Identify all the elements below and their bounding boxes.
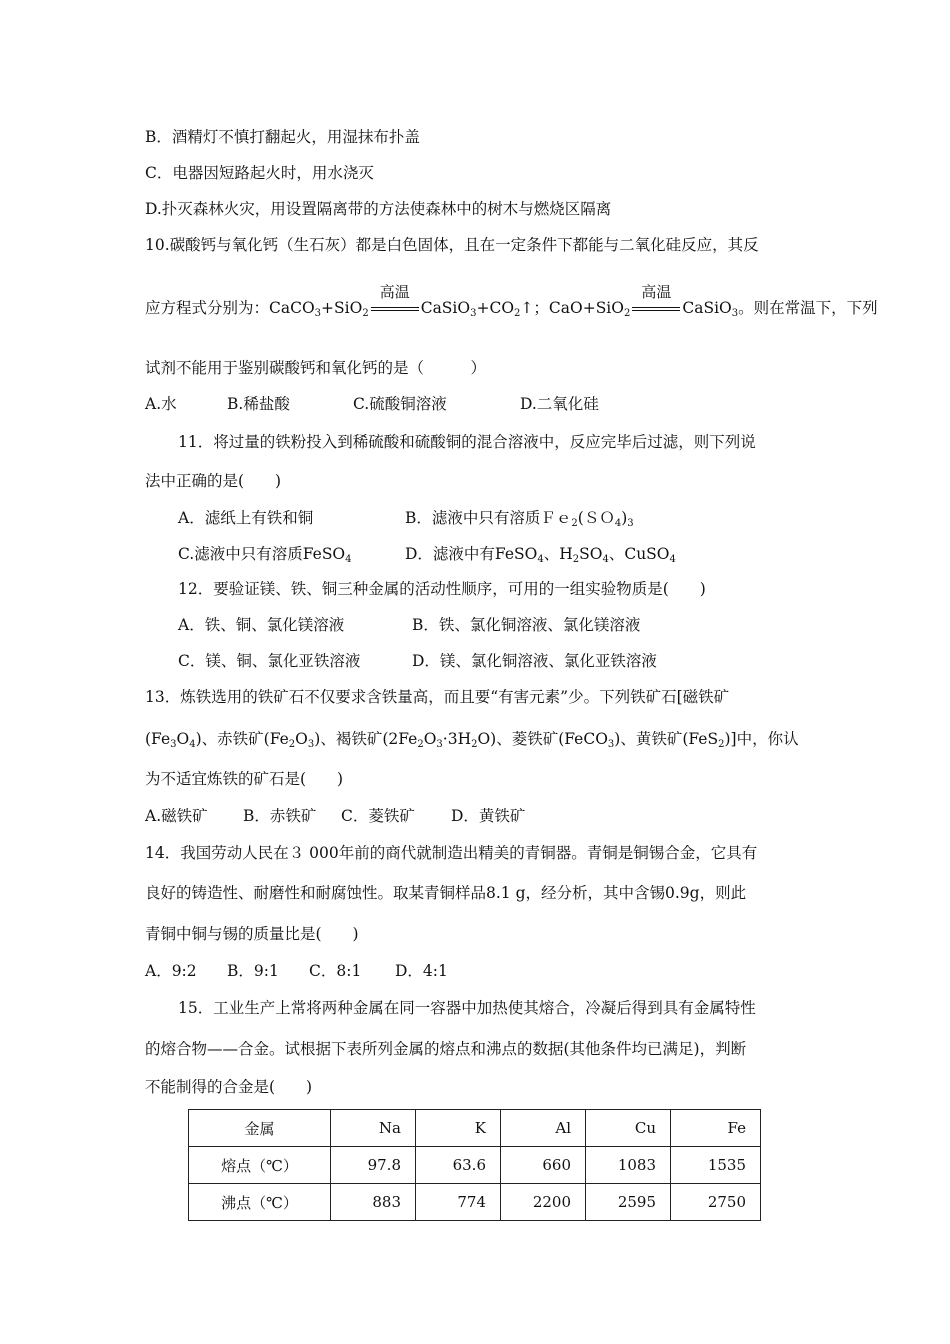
table-header-cell: Fe [671,1110,761,1147]
q11-stem-line2: 法中正确的是( ) [145,472,282,490]
q15-stem-line3: 不能制得的合金是( ) [145,1078,313,1096]
table-cell: 1535 [671,1147,761,1184]
table-cell: 63.6 [416,1147,501,1184]
q13-stem-line3: 为不适宜炼铁的矿石是( ) [145,770,344,788]
q12-stem: 12．要验证镁、铁、铜三种金属的活动性顺序，可用的一组实验物质是( ) [178,580,706,598]
metal-properties-table [188,1109,761,1221]
q14-stem-line2: 良好的铸造性、耐磨性和耐腐蚀性。取某青铜样品8.1 g，经分析，其中含锡0.9g，则此 [145,884,747,902]
table-cell: 2750 [671,1184,761,1221]
q11-options-ab: A．滤纸上有铁和铜 B．滤液中只有溶质$Fe_2(SO_4)_3$ [178,509,634,529]
table-cell: 2200 [501,1184,586,1221]
q14-options: A．9:2 B．9:1 C．8:1 D．4:1 [145,962,448,980]
table-cell: 660 [501,1147,586,1184]
table-header-cell: Al [501,1110,586,1147]
q11-options-cd: C.滤液中只有溶质FeSO$_4$ D．滤液中有FeSO$_4$、$H_2SO_4$、CuSO$_4$ [178,545,676,565]
q10-stem-line1: 10.碳酸钙与氧化钙（生石灰）都是白色固体，且在一定条件下都能与二氧化硅反应，其反 [145,236,759,254]
q11-stem-line1: 11．将过量的铁粉投入到稀硫酸和硫酸铜的混合溶液中，反应完毕后过滤，则下列说 [178,433,756,451]
q14-stem-line1: 14．我国劳动人民在３ 000年前的商代就制造出精美的青铜器。青铜是铜锡合金，它具有 [145,844,758,862]
q10-equations: 应方程式分别为：CaCO$_3$+SiO$_2$ 高温 $CaSiO_3+CO_2↑$；CaO+SiO$_2$ 高温 CaSiO$_3$。则在常温下，下列 [145,283,878,319]
table-header-cell: K [416,1110,501,1147]
table-cell: 2595 [586,1184,671,1221]
table-cell: 774 [416,1184,501,1221]
q13-stem-line2: $(Fe_3O_4)$、赤铁矿$(Fe_2O_3)$、褐铁矿$(2Fe_2O_3\cdot 3H_2O)$、菱铁矿(FeCO$_3$)、黄铁矿(FeS$_2$)]中，你认 [145,730,799,750]
q9-option-c: C．电器因短路起火时，用水浇灭 [145,164,374,182]
table-cell: 1083 [586,1147,671,1184]
condition-high-temp: 高温 [369,298,421,318]
table-cell: 97.8 [331,1147,416,1184]
q13-options: A.磁铁矿 B．赤铁矿 C．菱铁矿 D．黄铁矿 [145,807,526,825]
q15-stem-line2: 的熔合物——合金。试根据下表所列金属的熔点和沸点的数据(其他条件均已满足)，判断 [145,1040,747,1058]
table-header-cell: Na [331,1110,416,1147]
q10-stem-line3: 试剂不能用于鉴别碳酸钙和氧化钙的是（ ） [145,359,487,377]
table-header-cell: 金属 [189,1110,331,1147]
table-row [189,1147,761,1184]
table-cell: 883 [331,1184,416,1221]
q12-options-cd: C．镁、铜、氯化亚铁溶液 D．镁、氯化铜溶液、氯化亚铁溶液 [178,652,657,670]
q13-stem-line1: 13．炼铁选用的铁矿石不仅要求含铁量高，而且要“有害元素”少。下列铁矿石[磁铁矿 [145,688,730,706]
q9-option-d: D.扑灭森林火灾，用设置隔离带的方法使森林中的树木与燃烧区隔离 [145,200,612,218]
q14-stem-line3: 青铜中铜与锡的质量比是( ) [145,925,359,943]
q9-option-b: B．酒精灯不慎打翻起火，用湿抹布扑盖 [145,128,420,146]
table-cell: 熔点（℃） [189,1147,331,1184]
q12-options-ab: A．铁、铜、氯化镁溶液 B．铁、氯化铜溶液、氯化镁溶液 [178,616,641,634]
table-cell: 沸点（℃） [189,1184,331,1221]
table-header-cell: Cu [586,1110,671,1147]
condition-high-temp: 高温 [630,298,682,318]
table-row [189,1184,761,1221]
table-header-row [189,1110,761,1147]
q10-options: A.水 B.稀盐酸 C.硫酸铜溶液 D.二氧化硅 [145,395,599,413]
q15-stem-line1: 15．工业生产上常将两种金属在同一容器中加热使其熔合，冷凝后得到具有金属特性 [178,999,756,1017]
